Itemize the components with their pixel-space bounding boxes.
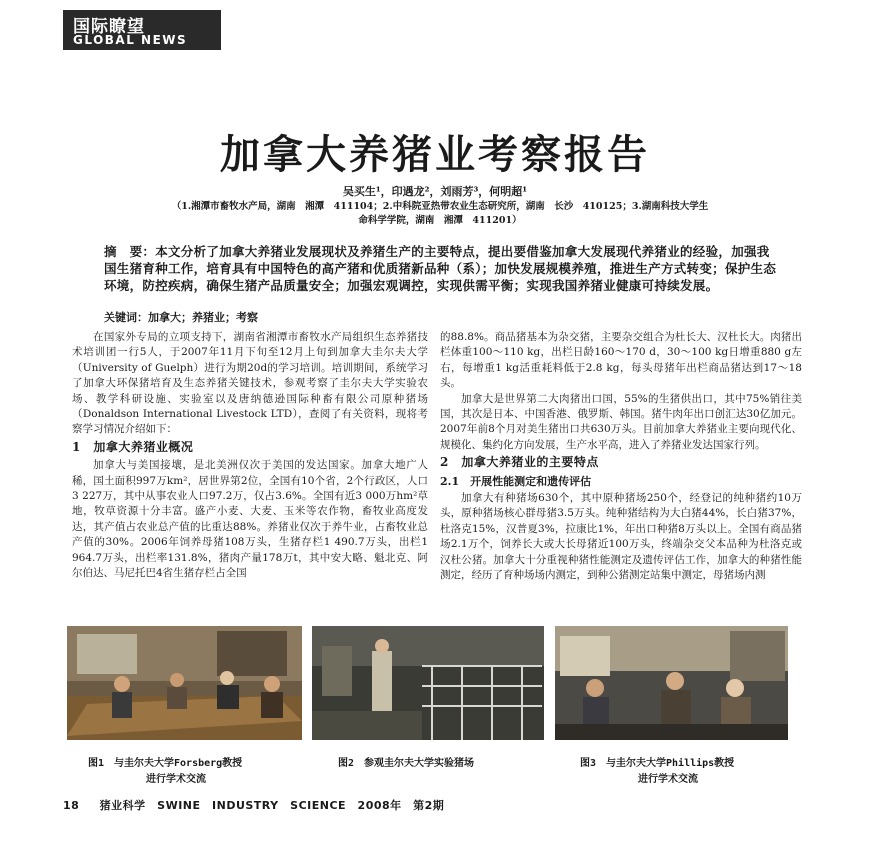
caption-line: 进行学术交流 — [146, 774, 206, 785]
journal-info: 猪业科学 SWINE INDUSTRY SCIENCE 2008年 第2期 — [99, 799, 445, 812]
page-number: 18 — [63, 799, 80, 812]
authors: 吴买生¹，印遇龙²，刘雨芳³，何明超¹ — [342, 185, 528, 198]
page-footer — [63, 797, 444, 813]
affiliation-line-1: （1.湘潭市畜牧水产局，湖南 湘潭 411104；2.中科院亚热带农业生态研究所，湖南 长沙 410125；3.湖南科技大学生 — [171, 201, 709, 212]
figure-3-photo — [555, 626, 788, 740]
paragraph: 加拿大与美国接壤，是北美洲仅次于美国的发达国家。加拿大地广人稀，国土面积997万km²，居世界第2位，全国有10个省，2个行政区，人口3 227万，其中从事农业人口97.2万，仅占3.6%。全国有近3 000万hm²草地，牧草资源十分丰富。盛产小麦、大麦、玉米等农作物，畜牧业高度发达，其产值占农业总产值的比重达88%。养猪业仅次于养牛业，占畜牧业总产值的30%。2006年饲养母猪108万头，生猪存栏1 490.7万头，出栏1 964.7万头，出栏率131.8%，猪肉产量178万t，其中安大略、魁北克、阿尔伯达、马尼托巴4省生猪存栏占全国 — [72, 459, 428, 580]
subsection-heading-2-1: 2.1 开展性能测定和遗传评估 — [440, 474, 592, 488]
caption-line: 图2 参观圭尔夫大学实验猪场 — [338, 758, 475, 769]
figure-2-caption — [338, 756, 474, 772]
intro-paragraph: 在国家外专局的立项支持下，湖南省湘潭市畜牧水产局组织生态养猪技术培训团一行5人，于2007年11月下旬至12月上旬到加拿大圭尔夫大学（University of Guelph）进行为期20d的学习培训。培训期间，系统学习了加拿大环保猪培育及生态养猪关键技术，参观考察了圭尔夫大学实验农场、教学科研设施、实验室以及唐纳德逊国际种畜有限公司原种猪场（Donaldson International Livestock LTD），查阅了有关资料，现将考察学习情况介绍如下： — [72, 331, 428, 436]
section-banner — [63, 10, 221, 50]
banner-cn: 国际瞭望 — [73, 17, 145, 37]
banner-en: GLOBAL NEWS — [73, 33, 188, 47]
paragraph: 加拿大是世界第二大肉猪出口国，55%的生猪供出口，其中75%销往美国，其次是日本、中国香港、俄罗斯、韩国。猪牛肉年出口创汇达30亿加元。2007年前8个月对美生猪出口共630万头。目前加拿大养猪业主要向现代化、规模化、集约化方向发展，生产水平高，进入了养猪业发达国家行列。 — [440, 392, 802, 451]
caption-line: 图1 与圭尔夫大学Forsberg教授 — [88, 758, 243, 769]
keywords: 关键词：加拿大；养猪业；考察 — [104, 311, 258, 324]
paragraph: 加拿大有种猪场630个，其中原种猪场250个，经登记的纯种猪约10万头，原种猪场核心群母猪3.5万头。纯种猪结构为大白猪44%，长白猪37%，杜洛克15%，汉普夏3%，拉康比1%，年出口种猪8万头以上。全国有商品猪场2.1万个，饲养长大或大长母猪近100万头，终端杂交父本品种为杜洛克或汉杜公猪。加拿大十分重视种猪性能测定及遗传评估工作，加拿大的种猪性能测定，经历了育种场场内测定，到种公猪测定站集中测定，母猪场内测 — [440, 492, 802, 582]
abstract: 摘 要：本文分析了加拿大养猪业发展现状及养猪生产的主要特点，提出要借鉴加拿大发展现代养猪业的经验，加强我国生猪育种工作，培育具有中国特色的高产猪和优质猪新品种（系）；加快发展规模养殖，推进生产方式转变；保护生态环境，防控疾病，确保生猪产品质量安全；加强宏观调控，实现供需平衡；实现我国养猪业健康可持续发展。 — [104, 244, 777, 293]
figure-1-photo — [67, 626, 302, 740]
caption-line: 图3 与圭尔夫大学Phillips教授 — [580, 758, 735, 769]
caption-line: 进行学术交流 — [638, 774, 698, 785]
affiliation-line-2: 命科学学院，湖南 湘潭 411201） — [358, 215, 522, 226]
figure-3-caption — [580, 756, 734, 788]
right-column — [440, 330, 802, 584]
left-column — [72, 330, 428, 582]
figure-2-photo — [312, 626, 544, 740]
section-heading-2: 2 加拿大养猪业的主要特点 — [440, 455, 599, 470]
affiliations — [80, 200, 800, 228]
figure-1-caption — [88, 756, 242, 788]
paragraph: 的88.8%。商品猪基本为杂交猪，主要杂交组合为杜长大、汉杜长大。肉猪出栏体重100～110 kg，出栏日龄160～170 d，30～100 kg日增重880 g左右，每增重1 kg活重耗料低于2.8 kg，每头母猪年出栏商品猪达到17～18头。 — [440, 331, 802, 390]
section-heading-1: 1 加拿大养猪业概况 — [72, 439, 194, 454]
article-title: 加拿大养猪业考察报告 — [220, 132, 650, 178]
